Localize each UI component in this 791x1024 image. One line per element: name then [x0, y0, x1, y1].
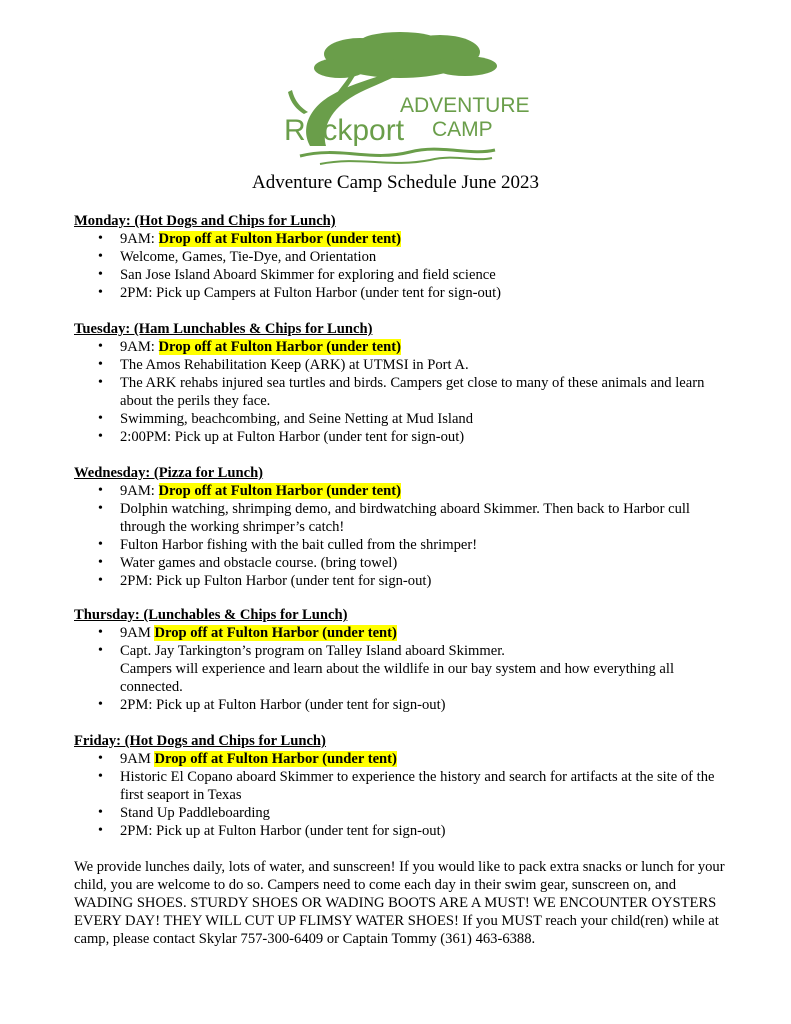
list-item — [74, 642, 734, 696]
day-heading: Monday: (Hot Dogs and Chips for Lunch) — [74, 213, 336, 229]
list-item — [74, 338, 734, 356]
day-heading: Friday: (Hot Dogs and Chips for Lunch) — [74, 733, 326, 749]
day-thursday — [74, 606, 734, 714]
list-item: • 2PM: Pick up at Fulton Harbor (under tent for sign-out) — [74, 822, 734, 840]
schedule-list — [74, 482, 734, 590]
page-title: Adventure Camp Schedule June 2023 — [251, 172, 540, 193]
camp-logo — [280, 28, 530, 168]
list-item — [74, 482, 734, 500]
dropoff-highlight: Drop off at Fulton Harbor (under tent) — [158, 339, 401, 355]
day-monday — [74, 212, 734, 302]
day-wednesday — [74, 464, 734, 590]
list-item: • Water games and obstacle course. (bring towel) — [74, 554, 734, 572]
dropoff-highlight: Drop off at Fulton Harbor (under tent) — [158, 483, 401, 499]
list-item — [74, 750, 734, 768]
list-item: • Historic El Copano aboard Skimmer to experience the history and search for artifacts at the site of the first seaport in Texas — [74, 768, 734, 804]
tree-logo-icon — [280, 28, 530, 168]
item-time: 9AM — [120, 751, 155, 767]
list-item: • The Amos Rehabilitation Keep (ARK) at UTMSI in Port A. — [74, 356, 734, 374]
item-time: 9AM: — [120, 483, 159, 499]
schedule-list — [74, 338, 734, 446]
list-item: • 2:00PM: Pick up at Fulton Harbor (under tent for sign-out) — [74, 428, 734, 446]
list-item: • Welcome, Games, Tie-Dye, and Orientation — [74, 248, 734, 266]
day-heading: Tuesday: (Ham Lunchables & Chips for Lunch) — [74, 321, 373, 337]
logo-camp-text: CAMP — [432, 118, 493, 141]
item-text-extra: Campers will experience and learn about the wildlife in our bay system and how everything all connected. — [120, 661, 674, 695]
day-heading: Thursday: (Lunchables & Chips for Lunch) — [74, 607, 348, 623]
list-item: • 2PM: Pick up at Fulton Harbor (under tent for sign-out) — [74, 696, 734, 714]
schedule-list — [74, 750, 734, 840]
dropoff-highlight: Drop off at Fulton Harbor (under tent) — [154, 751, 397, 767]
day-friday — [74, 732, 734, 840]
list-item: • San Jose Island Aboard Skimmer for exploring and field science — [74, 266, 734, 284]
list-item: • 2PM: Pick up Campers at Fulton Harbor (under tent for sign-out) — [74, 284, 734, 302]
logo-rockport-text: Rockport — [284, 114, 405, 147]
item-time: 9AM — [120, 625, 155, 641]
list-item: • Dolphin watching, shrimping demo, and birdwatching aboard Skimmer. Then back to Harbor cull through the working shrimper’s catch! — [74, 500, 734, 536]
item-time: 9AM: — [120, 231, 159, 247]
footer-note: We provide lunches daily, lots of water, and sunscreen! If you would like to pack extra snacks or lunch for your child, you are welcome to do so. Campers need to come each day in their swim gear, sunscreen on, and WADING SHOES. STURDY SHOES OR WADING BOOTS ARE A MUST! WE ENCOUNTER OYSTERS EVERY DAY! THEY WILL CUT UP FLIMSY WATER SHOES! If you MUST reach your child(ren) while at camp, please contact Skylar 757-300-6409 or Captain Tommy (361) 463-6388. — [74, 859, 725, 947]
list-item — [74, 230, 734, 248]
item-text: Capt. Jay Tarkington’s program on Talley Island aboard Skimmer. — [120, 643, 505, 659]
schedule-list — [74, 624, 734, 714]
list-item: • Swimming, beachcombing, and Seine Netting at Mud Island — [74, 410, 734, 428]
schedule-list — [74, 230, 734, 302]
list-item — [74, 624, 734, 642]
dropoff-highlight: Drop off at Fulton Harbor (under tent) — [154, 625, 397, 641]
logo-adventure-text: ADVENTURE — [400, 94, 530, 117]
list-item: • The ARK rehabs injured sea turtles and birds. Campers get close to many of these animals and learn about the perils they face. — [74, 374, 734, 410]
item-time: 9AM: — [120, 339, 159, 355]
day-tuesday — [74, 320, 734, 446]
list-item: • Stand Up Paddleboarding — [74, 804, 734, 822]
day-heading: Wednesday: (Pizza for Lunch) — [74, 465, 264, 481]
list-item: • 2PM: Pick up Fulton Harbor (under tent for sign-out) — [74, 572, 734, 590]
list-item: • Fulton Harbor fishing with the bait culled from the shrimper! — [74, 536, 734, 554]
dropoff-highlight: Drop off at Fulton Harbor (under tent) — [158, 231, 401, 247]
